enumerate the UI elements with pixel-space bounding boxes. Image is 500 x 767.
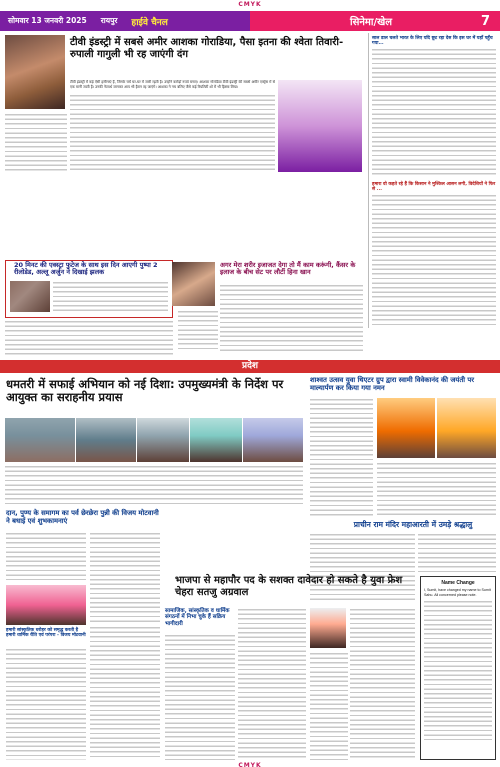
lead-photo <box>5 35 65 109</box>
daan-body-3 <box>90 626 160 760</box>
bjp-body-3 <box>310 652 348 760</box>
mid-headline: सामाजिक, सांस्कृतिक व धार्मिक संगठनों में निभा चुके हैं सक्रिय भागीदारी <box>165 608 230 627</box>
pushpa-headline: 20 मिनट की एक्स्ट्रा फुटेज के साथ इस दिन आएगी पुष्पा 2 रीलोडेड, अल्लू अर्जुन ने दिखाई झलक <box>14 261 158 277</box>
pushpa-body-more <box>5 320 173 356</box>
bjp-candidate-photo <box>310 608 346 648</box>
shashwat-body-1 <box>310 398 373 518</box>
side-top-headline: साल डाल चलते भारत के लिए यदि छूट रहा देस कि इस घर में यहाँ पहुँच गया... <box>372 36 493 47</box>
section-right: सिनेमा/खेल <box>350 17 393 28</box>
column-divider <box>368 33 369 328</box>
pradesh-label: प्रदेश <box>241 361 259 371</box>
section-left: हाईवे चैनल <box>131 17 168 28</box>
name-change-box <box>420 576 496 760</box>
name-change-lines <box>424 600 492 740</box>
shashwat-body-2 <box>377 462 496 518</box>
dhamtari-body <box>5 465 303 505</box>
small-headline: हमारी सांस्कृतिक धरोहर को समृद्ध करती है हमारी धार्मिक रीति एवं परंपरा - विजय मोटवानी <box>6 628 86 639</box>
shashwat-photo-1 <box>377 398 435 458</box>
heena-body-col <box>178 310 218 352</box>
dhamtari-photo-2 <box>76 418 136 462</box>
side-top-body <box>372 48 496 178</box>
lead-headline: टीवी इंडस्ट्री में सबसे अमीर आशका गोराडिया, पैसा इतना की श्वेता तिवारी-रुपाली गागुली भी रह जाएंगी दंग <box>70 37 344 60</box>
daan-photo <box>6 585 86 625</box>
daan-body-2 <box>90 532 160 622</box>
shashwat-headline: शाश्वत उत्सव युवा थिएटर ग्रुप द्वारा स्वामी विवेकानंद की जयंती पर माल्यार्पण कर किया गया नमन <box>310 376 475 392</box>
daan-headline: दान, पुण्य के समागम का पर्व छेरछेरा पुन्नी की विजय मोटवानी ने बधाई एवं शुभकामनाएं <box>6 509 159 525</box>
cmyk-mark-top: CMYK <box>238 1 262 8</box>
dhamtari-photo-3 <box>137 418 189 462</box>
shashwat-photo-2 <box>437 398 496 458</box>
name-change-body: I, Sumit, have changed my name to Sumit Sahu. All concerned please note. <box>424 588 491 597</box>
lead-text-lines <box>70 94 275 172</box>
prachin-body-2 <box>418 533 496 573</box>
name-change-title: Name Change <box>441 580 475 586</box>
lead-body: टीवी इंडस्ट्री में कई ऐसी हसीनाएं हैं, जिनके चर्चे घर-घर में जारी रहती है। उन्होंने करोड़ों रुपये बनाए। आशका गोराडिया टीवी इंडस्ट्री की सबसे अमीर एक्ट्रेस में से एक मानी जाती हैं। उनकी नेटवर्थ जानकर आप भी हैरान रह जाएंगे। आशका ने नच बलिए जैसे कई रियलिटी शो में भी हिस्सा लिया। <box>70 80 275 89</box>
mid-body <box>165 634 235 760</box>
cmyk-mark-bottom: CMYK <box>238 762 262 767</box>
pushpa-body <box>53 281 168 314</box>
dhamtari-photo-5 <box>243 418 303 462</box>
header-city: रायपुर <box>100 16 118 25</box>
prachin-headline: प्राचीन राम मंदिर महाआरती में उमड़े श्रद्धालु <box>353 520 473 529</box>
side-bottom-headline: हमारा वो कहते रहे हैं कि किसान ने मुश्किल आसन लगी, विदेशियों ने फिर से ... <box>372 182 496 193</box>
bjp-body-2 <box>350 608 415 760</box>
page-number: 7 <box>480 13 490 29</box>
heena-headline: अगर मेरा शरीर इजाजत देगा तो मैं काम करूंगी, कैंसर के इलाज के बीच सेट पर लौटीं हिना खान <box>220 261 356 277</box>
header-date: सोमवार 13 जनवरी 2025 <box>8 16 87 25</box>
pushpa-photo <box>10 281 50 312</box>
bjp-headline: भाजपा से महापौर पद के सशक्त दावेदार हो सकते है युवा फ्रेश चेहरा सतजु अग्रवाल <box>175 575 403 598</box>
dhamtari-photo-4 <box>190 418 242 462</box>
side-bottom-body <box>372 194 496 328</box>
lead-text-col1 <box>5 113 67 172</box>
heena-body <box>220 284 363 352</box>
dhamtari-photo-1 <box>5 418 75 462</box>
bjp-body-1 <box>238 608 306 760</box>
daan-body-1 <box>6 532 86 580</box>
heena-photo <box>172 262 215 306</box>
page-header <box>0 11 500 31</box>
small-body <box>6 648 86 760</box>
lead-image-dress <box>278 80 362 172</box>
dhamtari-headline: धमतरी में सफाई अभियान को नई दिशा: उपमुख्यमंत्री के निर्देश पर आयुक्त का सराहनीय प्रयास <box>6 377 284 405</box>
